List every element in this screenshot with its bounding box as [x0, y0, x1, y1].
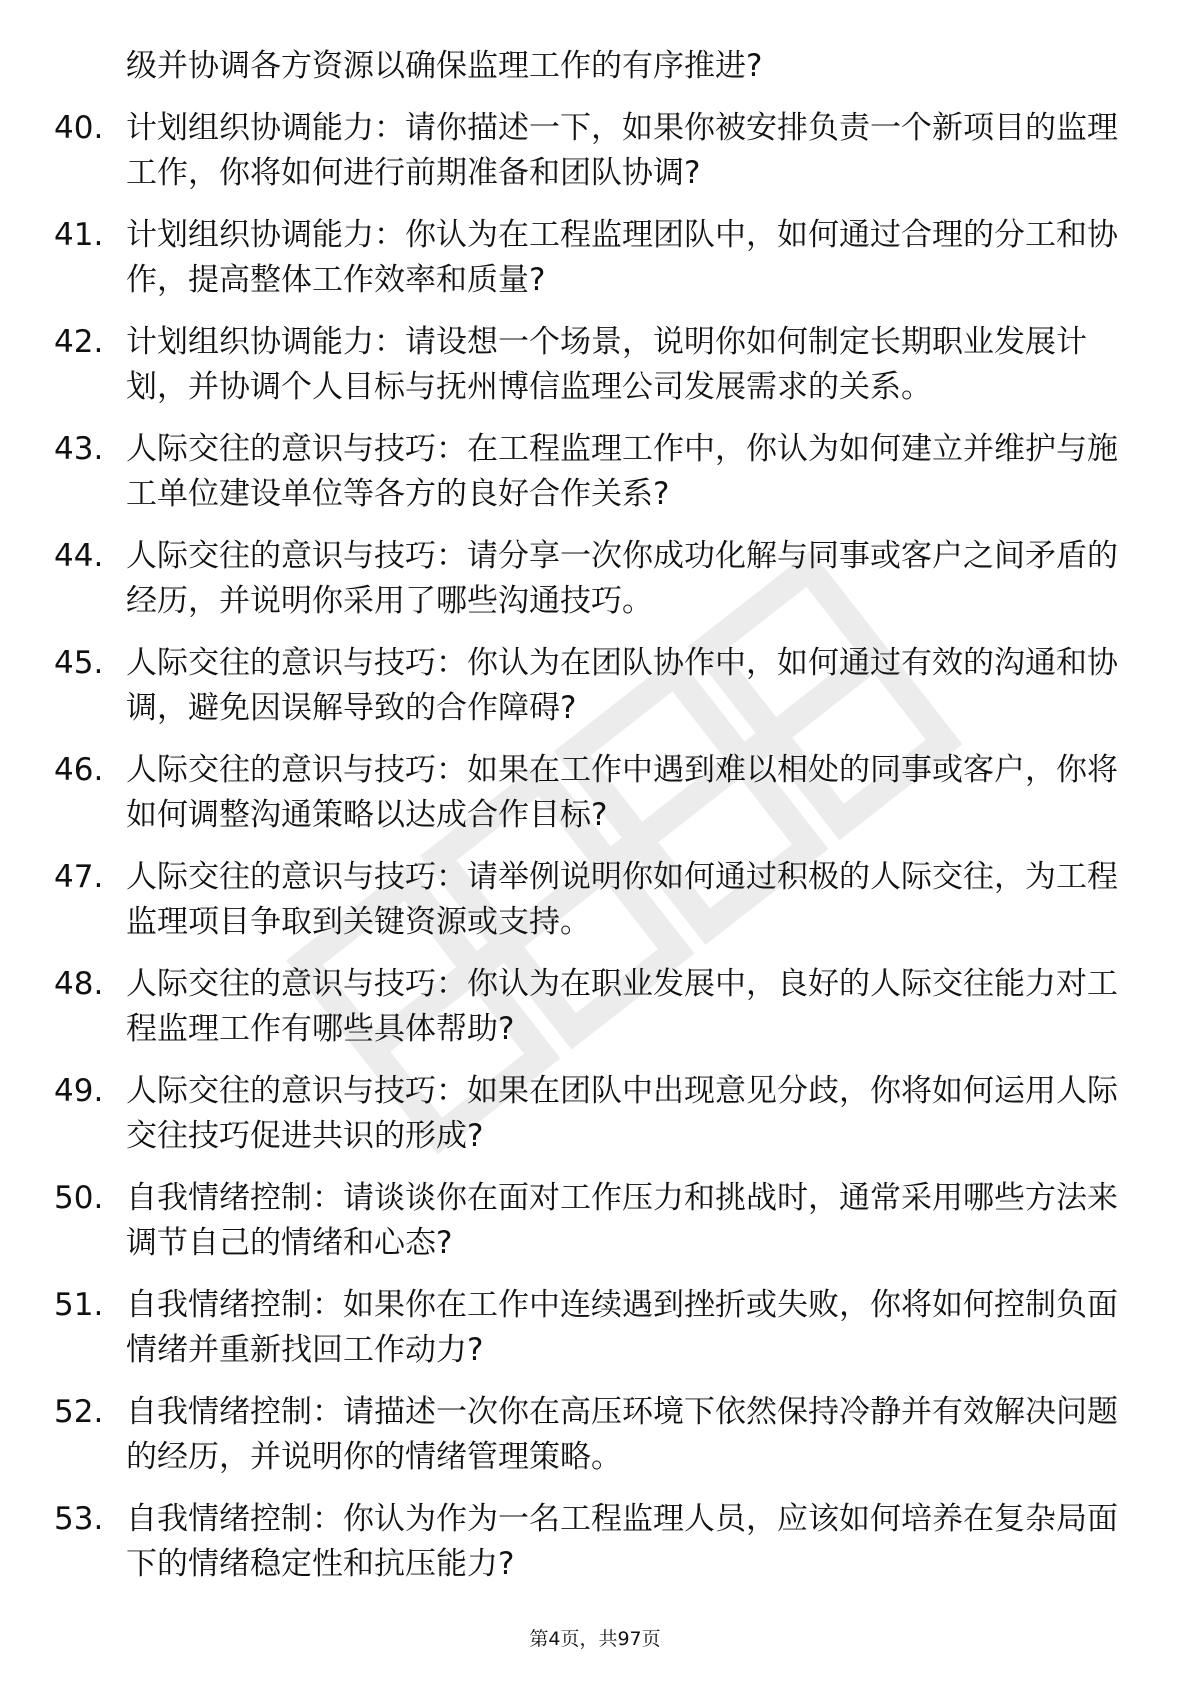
- question-number: 49.: [54, 1073, 104, 1109]
- question-item: [54, 1069, 1134, 1159]
- question-item: [54, 962, 1134, 1052]
- question-text: 人际交往的意识与技巧：你认为在职业发展中，良好的人际交往能力对工程监理工作有哪些具体帮助?: [126, 966, 1118, 1047]
- question-text: 计划组织协调能力：请你描述一下，如果你被安排负责一个新项目的监理工作，你将如何进行前期准备和团队协调?: [126, 110, 1118, 191]
- question-number: 41.: [54, 217, 104, 253]
- question-item: [54, 1497, 1134, 1587]
- question-text: 人际交往的意识与技巧：如果在团队中出现意见分歧，你将如何运用人际交往技巧促进共识的形成?: [126, 1073, 1118, 1154]
- question-text: 人际交往的意识与技巧：你认为在团队协作中，如何通过有效的沟通和协调，避免因误解导致的合作障碍?: [126, 645, 1118, 726]
- question-text: 自我情绪控制：如果你在工作中连续遇到挫折或失败，你将如何控制负面情绪并重新找回工作动力?: [126, 1287, 1118, 1368]
- question-text: 计划组织协调能力：你认为在工程监理团队中，如何通过合理的分工和协作，提高整体工作效率和质量?: [126, 217, 1118, 298]
- question-item: [54, 213, 1134, 303]
- question-number: 46.: [54, 752, 104, 788]
- question-text: 自我情绪控制：你认为作为一名工程监理人员，应该如何培养在复杂局面下的情绪稳定性和抗压能力?: [126, 1501, 1118, 1582]
- question-continuation: [54, 44, 1134, 89]
- question-number: 47.: [54, 859, 104, 895]
- question-number: 45.: [54, 645, 104, 681]
- question-item: [54, 1176, 1134, 1266]
- question-text: 计划组织协调能力：请设想一个场景，说明你如何制定长期职业发展计划，并协调个人目标与抚州博信监理公司发展需求的关系。: [126, 324, 1087, 405]
- continuation-text: 级并协调各方资源以确保监理工作的有序推进?: [126, 48, 763, 84]
- page-footer: 第4页，共97页: [529, 1628, 661, 1650]
- question-item: [54, 1283, 1134, 1373]
- question-number: 51.: [54, 1287, 104, 1323]
- question-item: [54, 427, 1134, 517]
- question-text: 自我情绪控制：请谈谈你在面对工作压力和挑战时，通常采用哪些方法来调节自己的情绪和心态?: [126, 1180, 1118, 1261]
- question-number: 52.: [54, 1394, 104, 1430]
- question-item: [54, 641, 1134, 731]
- question-number: 40.: [54, 110, 104, 146]
- question-number: 50.: [54, 1180, 104, 1216]
- question-number: 53.: [54, 1501, 104, 1537]
- question-text: 人际交往的意识与技巧：请举例说明你如何通过积极的人际交往，为工程监理项目争取到关键资源或支持。: [126, 859, 1118, 940]
- question-item: [54, 855, 1134, 945]
- question-text: 自我情绪控制：请描述一次你在高压环境下依然保持冷静并有效解决问题的经历，并说明你的情绪管理策略。: [126, 1394, 1118, 1475]
- question-item: [54, 1390, 1134, 1480]
- question-number: 44.: [54, 538, 104, 574]
- question-text: 人际交往的意识与技巧：请分享一次你成功化解与同事或客户之间矛盾的经历，并说明你采用了哪些沟通技巧。: [126, 538, 1118, 619]
- question-number: 43.: [54, 431, 104, 467]
- question-number: 48.: [54, 966, 104, 1002]
- question-item: [54, 534, 1134, 624]
- question-text: 人际交往的意识与技巧：在工程监理工作中，你认为如何建立并维护与施工单位建设单位等各方的良好合作关系?: [126, 431, 1118, 512]
- question-item: [54, 320, 1134, 410]
- question-item: [54, 106, 1134, 196]
- question-item: [54, 748, 1134, 838]
- question-list: [54, 44, 1134, 1604]
- question-number: 42.: [54, 324, 104, 360]
- question-text: 人际交往的意识与技巧：如果在工作中遇到难以相处的同事或客户，你将如何调整沟通策略以达成合作目标?: [126, 752, 1118, 833]
